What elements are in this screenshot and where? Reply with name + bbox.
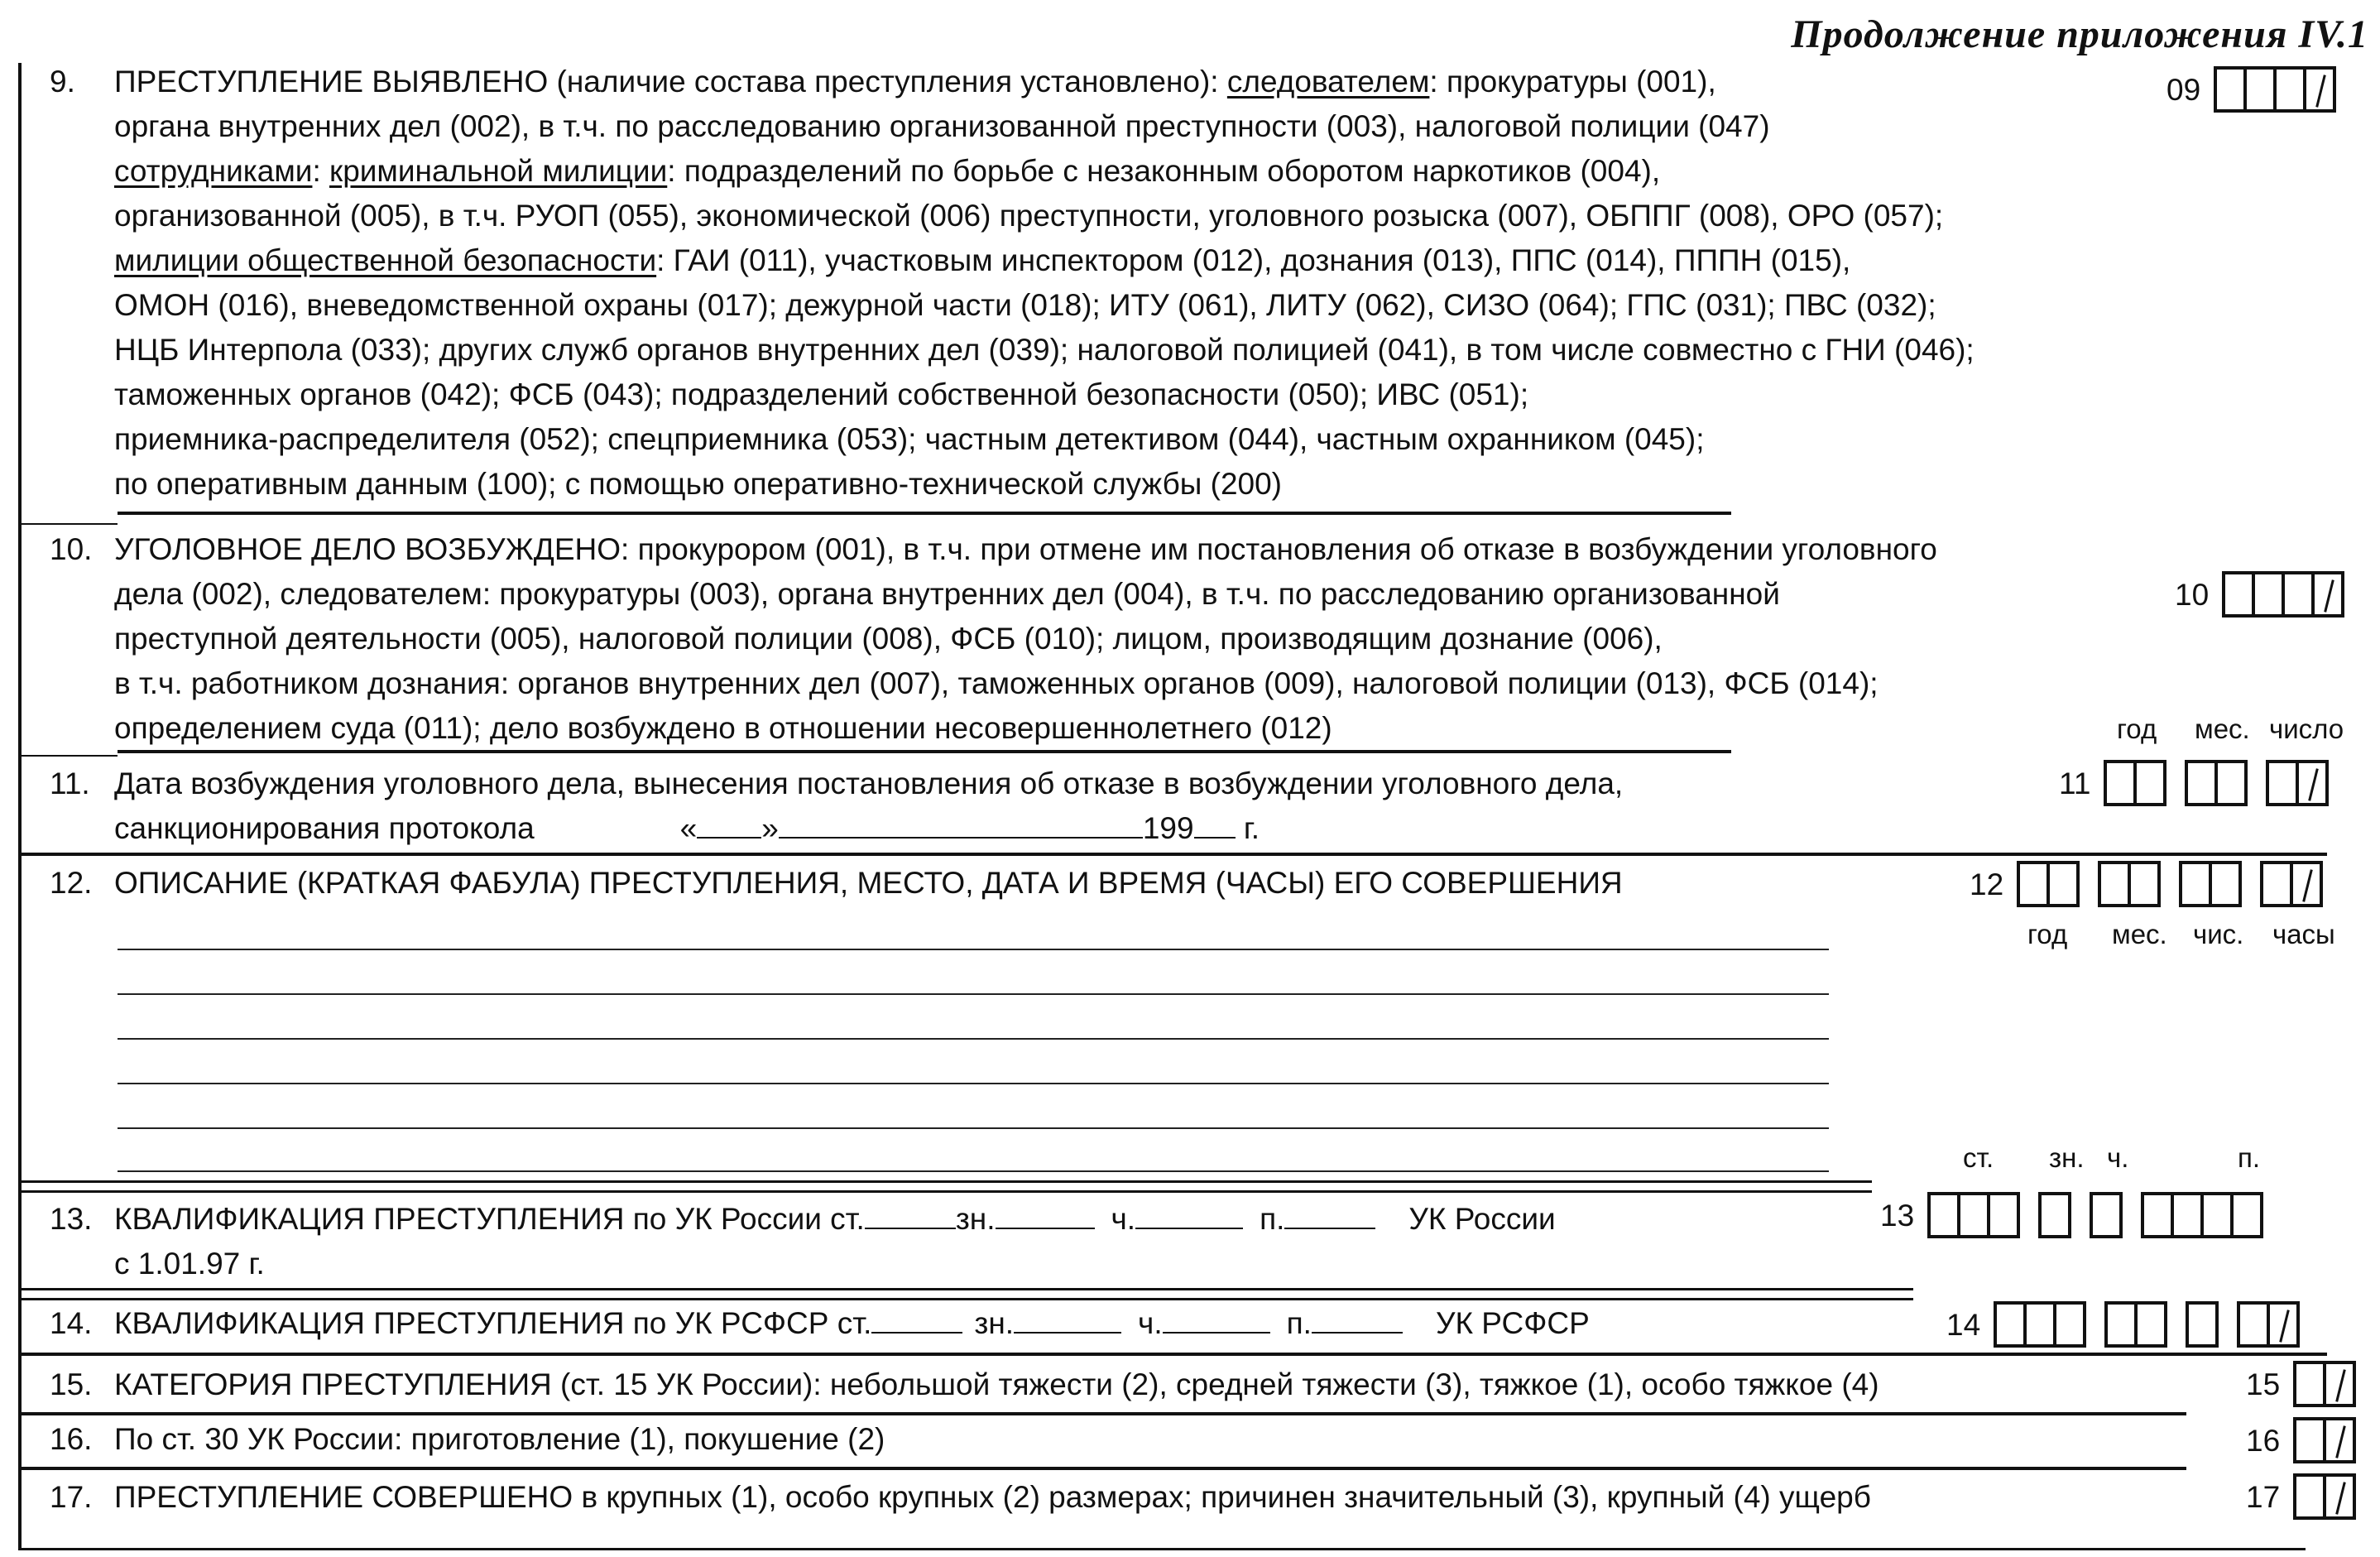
year-box[interactable] bbox=[2104, 760, 2137, 806]
section-divider-double bbox=[18, 1288, 1913, 1300]
section-text: Дата возбуждения уголовного дела, вынесения постановления об отказе в возбуждении уголовного дела, bbox=[114, 766, 1624, 800]
part-field[interactable] bbox=[1135, 1198, 1243, 1229]
article-field[interactable] bbox=[871, 1302, 962, 1334]
column-header-ch: ч. bbox=[2107, 1142, 2129, 1173]
article-box[interactable] bbox=[1927, 1192, 1960, 1238]
code-box-slash[interactable] bbox=[2311, 571, 2344, 618]
point-box[interactable] bbox=[2141, 1192, 2174, 1238]
sign-box[interactable] bbox=[2134, 1301, 2167, 1348]
section-text: таможенных органов (042); ФСБ (043); подразделений собственной безопасности (050); ИВС (051); bbox=[114, 377, 1529, 411]
section-10 bbox=[50, 527, 1937, 751]
code-label: 12 bbox=[1970, 867, 2004, 901]
section-text: в т.ч. работником дознания: органов внутренних дел (007), таможенных органов (009), налоговой полиции (013), ФСБ (014); bbox=[114, 666, 1879, 700]
point-field[interactable] bbox=[1312, 1302, 1403, 1334]
frame-bottom-border bbox=[18, 1548, 2306, 1550]
point-box-slash[interactable] bbox=[2267, 1301, 2300, 1348]
sign-field[interactable] bbox=[1014, 1302, 1121, 1334]
section-heading: ОПИСАНИЕ (КРАТКАЯ ФАБУЛА) ПРЕСТУПЛЕНИЯ, МЕСТО, ДАТА И ВРЕМЯ (ЧАСЫ) ЕГО СОВЕРШЕНИЯ bbox=[114, 866, 1623, 900]
column-header-year: год bbox=[2117, 714, 2157, 744]
code-boxes-11 bbox=[2059, 760, 2329, 806]
date-day-field[interactable] bbox=[697, 807, 761, 839]
code-boxes-10 bbox=[2175, 571, 2344, 618]
code-box[interactable] bbox=[2293, 1417, 2326, 1463]
day-box[interactable] bbox=[2179, 861, 2212, 907]
month-box[interactable] bbox=[2128, 861, 2161, 907]
code-box[interactable] bbox=[2293, 1473, 2326, 1520]
article-box[interactable] bbox=[1994, 1301, 2027, 1348]
field-label: п. bbox=[1286, 1306, 1312, 1340]
code-label: 10 bbox=[2175, 578, 2210, 612]
section-divider bbox=[18, 853, 2327, 856]
year-box[interactable] bbox=[2133, 760, 2166, 806]
article-field[interactable] bbox=[865, 1198, 956, 1229]
writing-line[interactable] bbox=[118, 949, 1829, 950]
code-boxes-14 bbox=[1946, 1301, 2300, 1348]
code-boxes-13 bbox=[1880, 1192, 2263, 1238]
date-month-field[interactable] bbox=[779, 807, 1143, 839]
day-box-slash[interactable] bbox=[2296, 760, 2329, 806]
writing-line[interactable] bbox=[118, 1038, 1829, 1040]
section-divider bbox=[118, 512, 1731, 515]
section-number: 14. bbox=[50, 1306, 93, 1340]
code-box[interactable] bbox=[2243, 66, 2277, 113]
day-box[interactable] bbox=[2266, 760, 2299, 806]
column-header-p: п. bbox=[2238, 1142, 2261, 1173]
date-quote-open: « bbox=[679, 811, 698, 845]
section-text: организованной (005), в т.ч. РУОП (055), экономической (006) преступности, уголовного розыска (007), ОБППГ (008), ОРО (057); bbox=[114, 199, 1944, 233]
section-text: КАТЕГОРИЯ ПРЕСТУПЛЕНИЯ (ст. 15 УК России): небольшой тяжести (2), средней тяжести (3), тяжкое (1), особо тяжкое (4) bbox=[114, 1367, 1879, 1401]
section-text: ПРЕСТУПЛЕНИЕ СОВЕРШЕНО в крупных (1), особо крупных (2) размерах; причинен значительный (3), крупный (4) ущерб bbox=[114, 1480, 1871, 1514]
section-divider bbox=[18, 755, 118, 757]
section-text: НЦБ Интерпола (033); других служб органов внутренних дел (039); налоговой полицией (041), в том числе совместно с ГНИ (046); bbox=[114, 333, 1975, 367]
date-year-suffix: г. bbox=[1243, 811, 1260, 845]
month-box[interactable] bbox=[2185, 760, 2218, 806]
sign-box[interactable] bbox=[2038, 1192, 2071, 1238]
code-box-slash[interactable] bbox=[2303, 66, 2336, 113]
code-label: 14 bbox=[1946, 1308, 1981, 1342]
code-label: 11 bbox=[2059, 766, 2091, 800]
section-text: с 1.01.97 г. bbox=[114, 1247, 265, 1281]
section-12 bbox=[50, 861, 1623, 906]
code-box[interactable] bbox=[2273, 66, 2306, 113]
point-box[interactable] bbox=[2171, 1192, 2204, 1238]
section-text: преступной деятельности (005), налоговой полиции (008), ФСБ (010); лицом, производящим дознание (006), bbox=[114, 622, 1663, 656]
section-13 bbox=[50, 1197, 1556, 1286]
point-box[interactable] bbox=[2230, 1192, 2263, 1238]
date-year-field[interactable] bbox=[1194, 807, 1236, 839]
section-15 bbox=[50, 1362, 1879, 1407]
section-14 bbox=[50, 1301, 1590, 1346]
section-number: 11. bbox=[50, 766, 90, 800]
part-field[interactable] bbox=[1163, 1302, 1270, 1334]
date-year-prefix: 199 bbox=[1142, 811, 1194, 845]
month-box[interactable] bbox=[2098, 861, 2131, 907]
part-box[interactable] bbox=[2090, 1192, 2123, 1238]
code-label: 17 bbox=[2246, 1480, 2281, 1514]
code-label: 15 bbox=[2246, 1367, 2281, 1401]
column-header-zn: зн. bbox=[2049, 1142, 2085, 1173]
code-boxes-17 bbox=[2246, 1473, 2356, 1520]
code-box[interactable] bbox=[2252, 571, 2285, 618]
section-number: 12. bbox=[50, 866, 93, 900]
field-label: ч. bbox=[1111, 1202, 1136, 1236]
section-divider bbox=[18, 1412, 2186, 1415]
code-label: 13 bbox=[1880, 1199, 1915, 1233]
column-header-st: ст. bbox=[1963, 1142, 1994, 1173]
sign-field[interactable] bbox=[996, 1198, 1095, 1229]
section-divider bbox=[118, 750, 1731, 753]
section-number: 13. bbox=[50, 1202, 93, 1236]
column-header-month: мес. bbox=[2195, 714, 2250, 744]
code-box-slash[interactable] bbox=[2323, 1473, 2356, 1520]
article-box[interactable] bbox=[1987, 1192, 2020, 1238]
year-box[interactable] bbox=[2017, 861, 2050, 907]
code-box[interactable] bbox=[2214, 66, 2247, 113]
section-text: : прокуратуры (001), bbox=[1429, 65, 1716, 99]
code-box[interactable] bbox=[2282, 571, 2315, 618]
section-16 bbox=[50, 1417, 885, 1462]
section-text: органа внутренних дел (002), в т.ч. по расследованию организованной преступности (003), налоговой полиции (047) bbox=[114, 109, 1770, 143]
code-label: 09 bbox=[2166, 73, 2201, 107]
section-text: ОМОН (016), вневедомственной охраны (017); дежурной части (018); ИТУ (061), ЛИТУ (062), СИЗО (064); ГПС (031); ПВС (032); bbox=[114, 288, 1936, 322]
column-header-day: чис. bbox=[2193, 919, 2244, 949]
section-text: ПРЕСТУПЛЕНИЕ ВЫЯВЛЕНО (наличие состава преступления установлено): bbox=[114, 65, 1227, 99]
section-9 bbox=[50, 60, 1975, 507]
section-17 bbox=[50, 1475, 1871, 1520]
section-number: 10. bbox=[50, 532, 93, 566]
section-divider bbox=[18, 1467, 2186, 1470]
section-text-underlined: следователем bbox=[1226, 65, 1430, 99]
section-divider-double bbox=[18, 1180, 1872, 1193]
section-number: 15. bbox=[50, 1367, 93, 1401]
point-box[interactable] bbox=[2237, 1301, 2270, 1348]
code-box-slash[interactable] bbox=[2323, 1417, 2356, 1463]
writing-line[interactable] bbox=[118, 1083, 1829, 1084]
point-box[interactable] bbox=[2200, 1192, 2234, 1238]
section-text: По ст. 30 УК России: приготовление (1), покушение (2) bbox=[114, 1422, 885, 1456]
section-number: 17. bbox=[50, 1480, 93, 1514]
field-label: ч. bbox=[1138, 1306, 1163, 1340]
column-header-hours: часы bbox=[2272, 919, 2335, 949]
code-box-slash[interactable] bbox=[2323, 1361, 2356, 1407]
page-header-title: Продолжение приложения IV.1 bbox=[1791, 12, 2368, 56]
section-text: : ГАИ (011), участковым инспектором (012), дознания (013), ППС (014), ПППН (015), bbox=[656, 243, 1851, 277]
section-divider bbox=[18, 523, 118, 525]
writing-line[interactable] bbox=[118, 993, 1829, 995]
section-text: дела (002), следователем: прокуратуры (003), органа внутренних дел (004), в т.ч. по расследованию организованной bbox=[114, 577, 1780, 611]
section-text-underlined: криминальной милиции bbox=[329, 154, 668, 188]
section-text: : bbox=[312, 154, 329, 188]
article-box[interactable] bbox=[2023, 1301, 2056, 1348]
section-text-underlined: милиции общественной безопасности bbox=[114, 243, 657, 277]
part-box[interactable] bbox=[2186, 1301, 2219, 1348]
field-label: зн. bbox=[974, 1306, 1015, 1340]
year-box[interactable] bbox=[2047, 861, 2080, 907]
month-box[interactable] bbox=[2214, 760, 2248, 806]
hours-box[interactable] bbox=[2260, 861, 2293, 907]
code-boxes-12 bbox=[1970, 861, 2323, 907]
code-box[interactable] bbox=[2222, 571, 2255, 618]
section-heading: КВАЛИФИКАЦИЯ ПРЕСТУПЛЕНИЯ по УК России ст. bbox=[114, 1202, 865, 1236]
hours-box-slash[interactable] bbox=[2290, 861, 2323, 907]
code-box[interactable] bbox=[2293, 1361, 2326, 1407]
column-header-year: год bbox=[2027, 919, 2068, 949]
section-divider bbox=[18, 1353, 2327, 1356]
section-text: санкционирования протокола bbox=[114, 811, 535, 845]
writing-line[interactable] bbox=[118, 1170, 1829, 1172]
article-box[interactable] bbox=[2053, 1301, 2086, 1348]
section-number: 16. bbox=[50, 1422, 93, 1456]
section-heading: КВАЛИФИКАЦИЯ ПРЕСТУПЛЕНИЯ по УК РСФСР ст. bbox=[114, 1306, 872, 1340]
column-header-month: мес. bbox=[2112, 919, 2167, 949]
code-boxes-09 bbox=[2166, 66, 2336, 113]
writing-line[interactable] bbox=[118, 1127, 1829, 1129]
section-text: приемника-распределителя (052); спецприемника (053); частным детективом (044), частным охранником (045); bbox=[114, 422, 1705, 456]
section-text: по оперативным данным (100); с помощью оперативно-технической службы (200) bbox=[114, 467, 1283, 501]
column-header-day: число bbox=[2269, 714, 2344, 744]
code-boxes-15 bbox=[2246, 1361, 2356, 1407]
day-box[interactable] bbox=[2209, 861, 2242, 907]
frame-left-border bbox=[18, 63, 22, 1550]
date-quote-close: » bbox=[761, 811, 779, 845]
code-boxes-16 bbox=[2246, 1417, 2356, 1463]
field-label: УК РСФСР bbox=[1435, 1306, 1590, 1340]
section-heading: УГОЛОВНОЕ ДЕЛО ВОЗБУЖДЕНО bbox=[114, 532, 621, 566]
sign-box[interactable] bbox=[2104, 1301, 2138, 1348]
section-number: 9. bbox=[50, 65, 75, 99]
section-text-underlined: сотрудниками bbox=[114, 154, 313, 188]
field-label: зн. bbox=[955, 1202, 996, 1236]
article-box[interactable] bbox=[1957, 1192, 1990, 1238]
field-label: УК России bbox=[1408, 1202, 1556, 1236]
point-field[interactable] bbox=[1284, 1198, 1375, 1229]
field-label: п. bbox=[1260, 1202, 1285, 1236]
section-text: : прокурором (001), в т.ч. при отмене им постановления об отказе в возбуждении уголовного bbox=[621, 532, 1937, 566]
code-label: 16 bbox=[2246, 1424, 2281, 1458]
section-text: определением суда (011); дело возбуждено в отношении несовершеннолетнего (012) bbox=[114, 711, 1332, 745]
section-11 bbox=[50, 762, 1623, 851]
section-text: : подразделений по борьбе с незаконным оборотом наркотиков (004), bbox=[667, 154, 1661, 188]
